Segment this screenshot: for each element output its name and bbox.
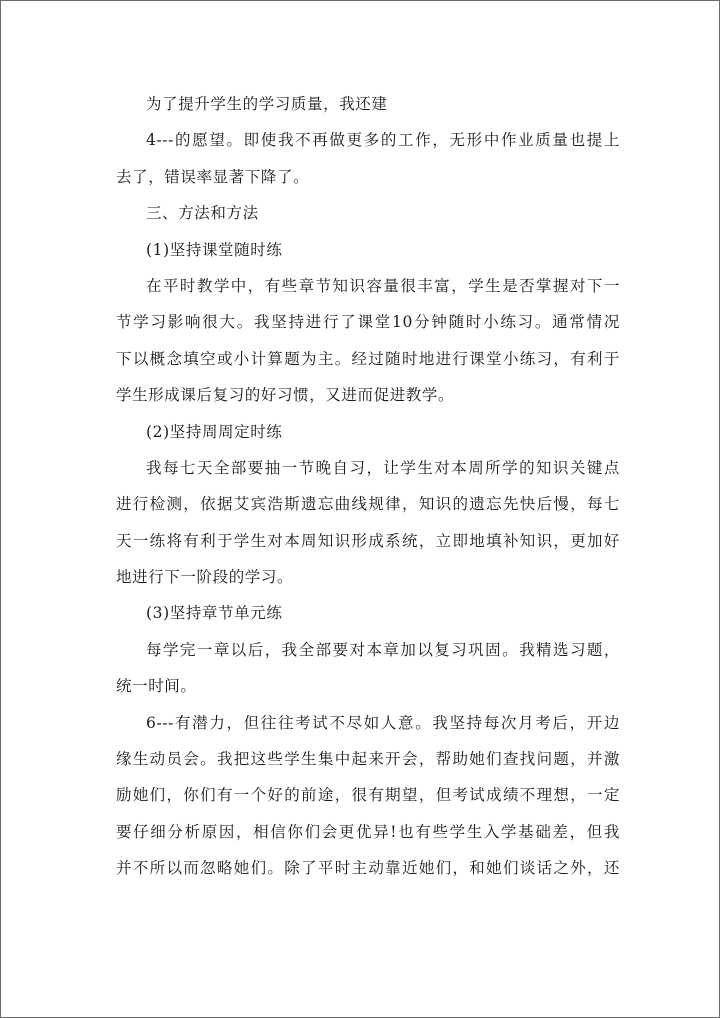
paragraph-line: 下以概念填空或小计算题为主。经过随时地进行课堂小练习，有利于 xyxy=(116,349,620,368)
paragraph-line: 4---的愿望。即使我不再做更多的工作，无形中作业质量也提上 xyxy=(146,131,620,150)
paragraph-line: 地进行下一阶段的学习。 xyxy=(116,568,294,587)
paragraph-line: 每学完一章以后，我全部要对本章加以复习巩固。我精选习题， xyxy=(146,640,620,659)
paragraph-line: 要仔细分析原因，相信你们会更优异!也有些学生入学基础差，但我 xyxy=(116,822,620,841)
paragraph-line: 为了提升学生的学习质量，我还建 xyxy=(146,95,388,113)
paragraph-line: 统一时间。 xyxy=(116,677,197,696)
paragraph-line: 天一练将有利于学生对本周知识形成系统，立即地填补知识，更加好 xyxy=(116,531,620,550)
document-body xyxy=(116,86,620,887)
paragraph-line: 我每七天全部要抽一节晚自习，让学生对本周所学的知识关键点 xyxy=(146,458,620,477)
paragraph-line: 6---有潜力，但往往考试不尽如人意。我坚持每次月考后，开边 xyxy=(146,713,620,732)
paragraph-line: 节学习影响很大。我坚持进行了课堂10分钟随时小练习。通常情况 xyxy=(116,313,620,332)
paragraph-line: 去了，错误率显著下降了。 xyxy=(116,167,310,186)
section-heading: 三、方法和方法 xyxy=(146,204,259,223)
paragraph-line: 在平时教学中，有些章节知识容量很丰富，学生是否掌握对下一 xyxy=(146,276,620,295)
subsection-heading: (3)坚持章节单元练 xyxy=(146,604,283,623)
paragraph-line: 缘生动员会。我把这些学生集中起来开会，帮助她们查找问题，并激 xyxy=(116,750,620,769)
subsection-heading: (1)坚持课堂随时练 xyxy=(146,240,283,259)
paragraph-line: 励她们，你们有一个好的前途，很有期望，但考试成绩不理想，一定 xyxy=(116,786,620,805)
subsection-heading: (2)坚持周周定时练 xyxy=(146,422,283,441)
paragraph-line: 学生形成课后复习的好习惯，又进而促进教学。 xyxy=(116,386,455,405)
paragraph-line: 并不所以而忽略她们。除了平时主动靠近她们，和她们谈话之外，还 xyxy=(116,859,620,878)
paragraph-line: 进行检测，依据艾宾浩斯遗忘曲线规律，知识的遗忘先快后慢，每七 xyxy=(116,495,620,514)
